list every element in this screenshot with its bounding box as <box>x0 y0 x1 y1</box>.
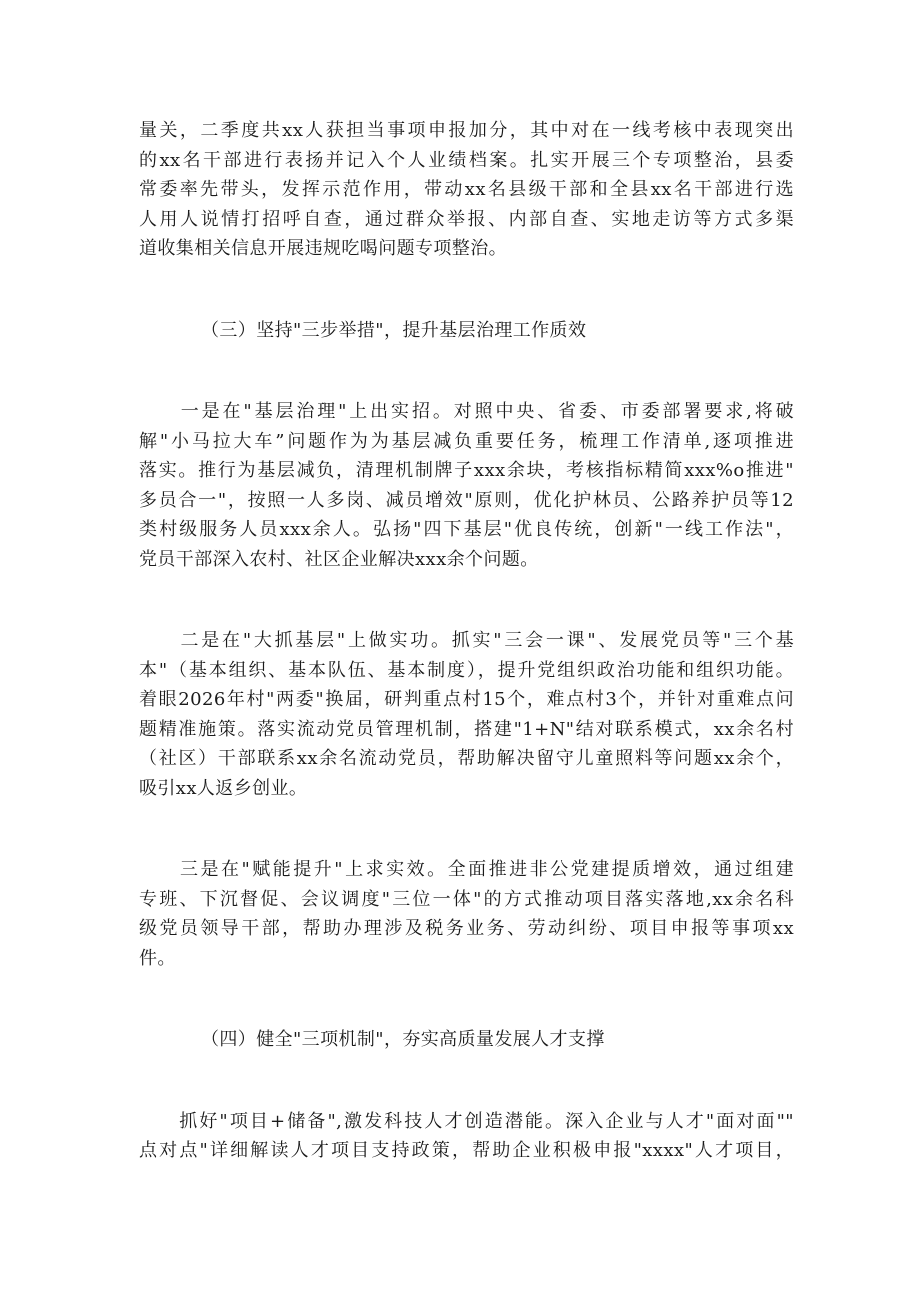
text-line: 三是在"赋能提升"上求实效。全面推进非公党建提质增效，通过组建 <box>139 859 794 880</box>
text-line: 级党员领导干部，帮助办理涉及税务业务、劳动纠纷、项目申报等事项xx <box>139 918 794 939</box>
text-line: 一是在"基层治理"上出实招。对照中央、省委、市委部署要求,将破 <box>139 401 794 422</box>
text-line: 点对点"详细解读人才项目支持政策，帮助企业积极申报"xxxx"人才项目， <box>139 1140 794 1161</box>
text-line: 专班、下沉督促、会议调度"三位一体"的方式推动项目落实落地,xx余名科 <box>139 888 794 910</box>
paragraph-supervision <box>139 116 794 264</box>
text-line: 着眼2026年村"两委"换届，研判重点村15个，难点村3个，并针对重难点问 <box>139 689 794 710</box>
text-line: 人用人说情打招呼自查，通过群众举报、内部自查、实地走访等方式多渠 <box>139 208 794 230</box>
text-line: 解"小马拉大车”问题作为为基层减负重要任务，梳理工作清单,逐项推进 <box>139 430 794 452</box>
text-line: 多员合一"，按照一人多岗、减员增效"原则，优化护林员、公路养护员等12 <box>139 489 794 511</box>
text-line: 的xx名干部进行表扬并记入个人业绩档案。扎实开展三个专项整治，县委 <box>139 149 794 171</box>
section-heading-3: （三）坚持"三步举措"，提升基层治理工作质效 <box>201 319 587 341</box>
text-line: 常委率先带头，发挥示范作用，带动xx名县级干部和全县xx名干部进行选 <box>139 179 794 200</box>
text-line: 抓好"项目+储备",激发科技人才创造潜能。深入企业与人才"面对面"" <box>139 1110 794 1132</box>
paragraph-grassroots-governance <box>139 397 794 574</box>
text-line: 题精准施策。落实流动党员管理机制，搭建"1+N"结对联系模式，xx余名村 <box>139 718 794 740</box>
paragraph-empowerment <box>139 855 794 973</box>
text-line: 件。 <box>139 947 176 969</box>
text-line: 落实。推行为基层减负，清理机制牌子xxx余块，考核指标精简xxx%o推进" <box>139 460 794 481</box>
text-line: 党员干部深入农村、社区企业解决xxx余个问题。 <box>139 548 539 570</box>
text-line: 类村级服务人员xxx余人。弘扬"四下基层"优良传统，创新"一线工作法"， <box>139 519 794 540</box>
text-line: 吸引xx人返乡创业。 <box>139 777 308 799</box>
document-body <box>139 116 794 1166</box>
text-line: 二是在"大抓基层"上做实功。抓实"三会一课"、发展党员等"三个基 <box>139 630 794 651</box>
text-line: （社区）干部联系xx余名流动党员，帮助解决留守儿童照料等问题xx余个， <box>139 748 794 769</box>
section-heading-4: （四）健全"三项机制"，夯实高质量发展人才支撑 <box>201 1029 605 1050</box>
text-line: 道收集相关信息开展违规吃喝问题专项整治。 <box>139 238 507 259</box>
text-line: 本"（基本组织、基本队伍、基本制度），提升党组织政治功能和组织功能。 <box>139 659 794 681</box>
paragraph-talent <box>139 1107 794 1166</box>
text-line: 量关，二季度共xx人获担当事项申报加分，其中对在一线考核中表现突出 <box>139 120 794 141</box>
paragraph-grassroots-building <box>139 626 794 803</box>
